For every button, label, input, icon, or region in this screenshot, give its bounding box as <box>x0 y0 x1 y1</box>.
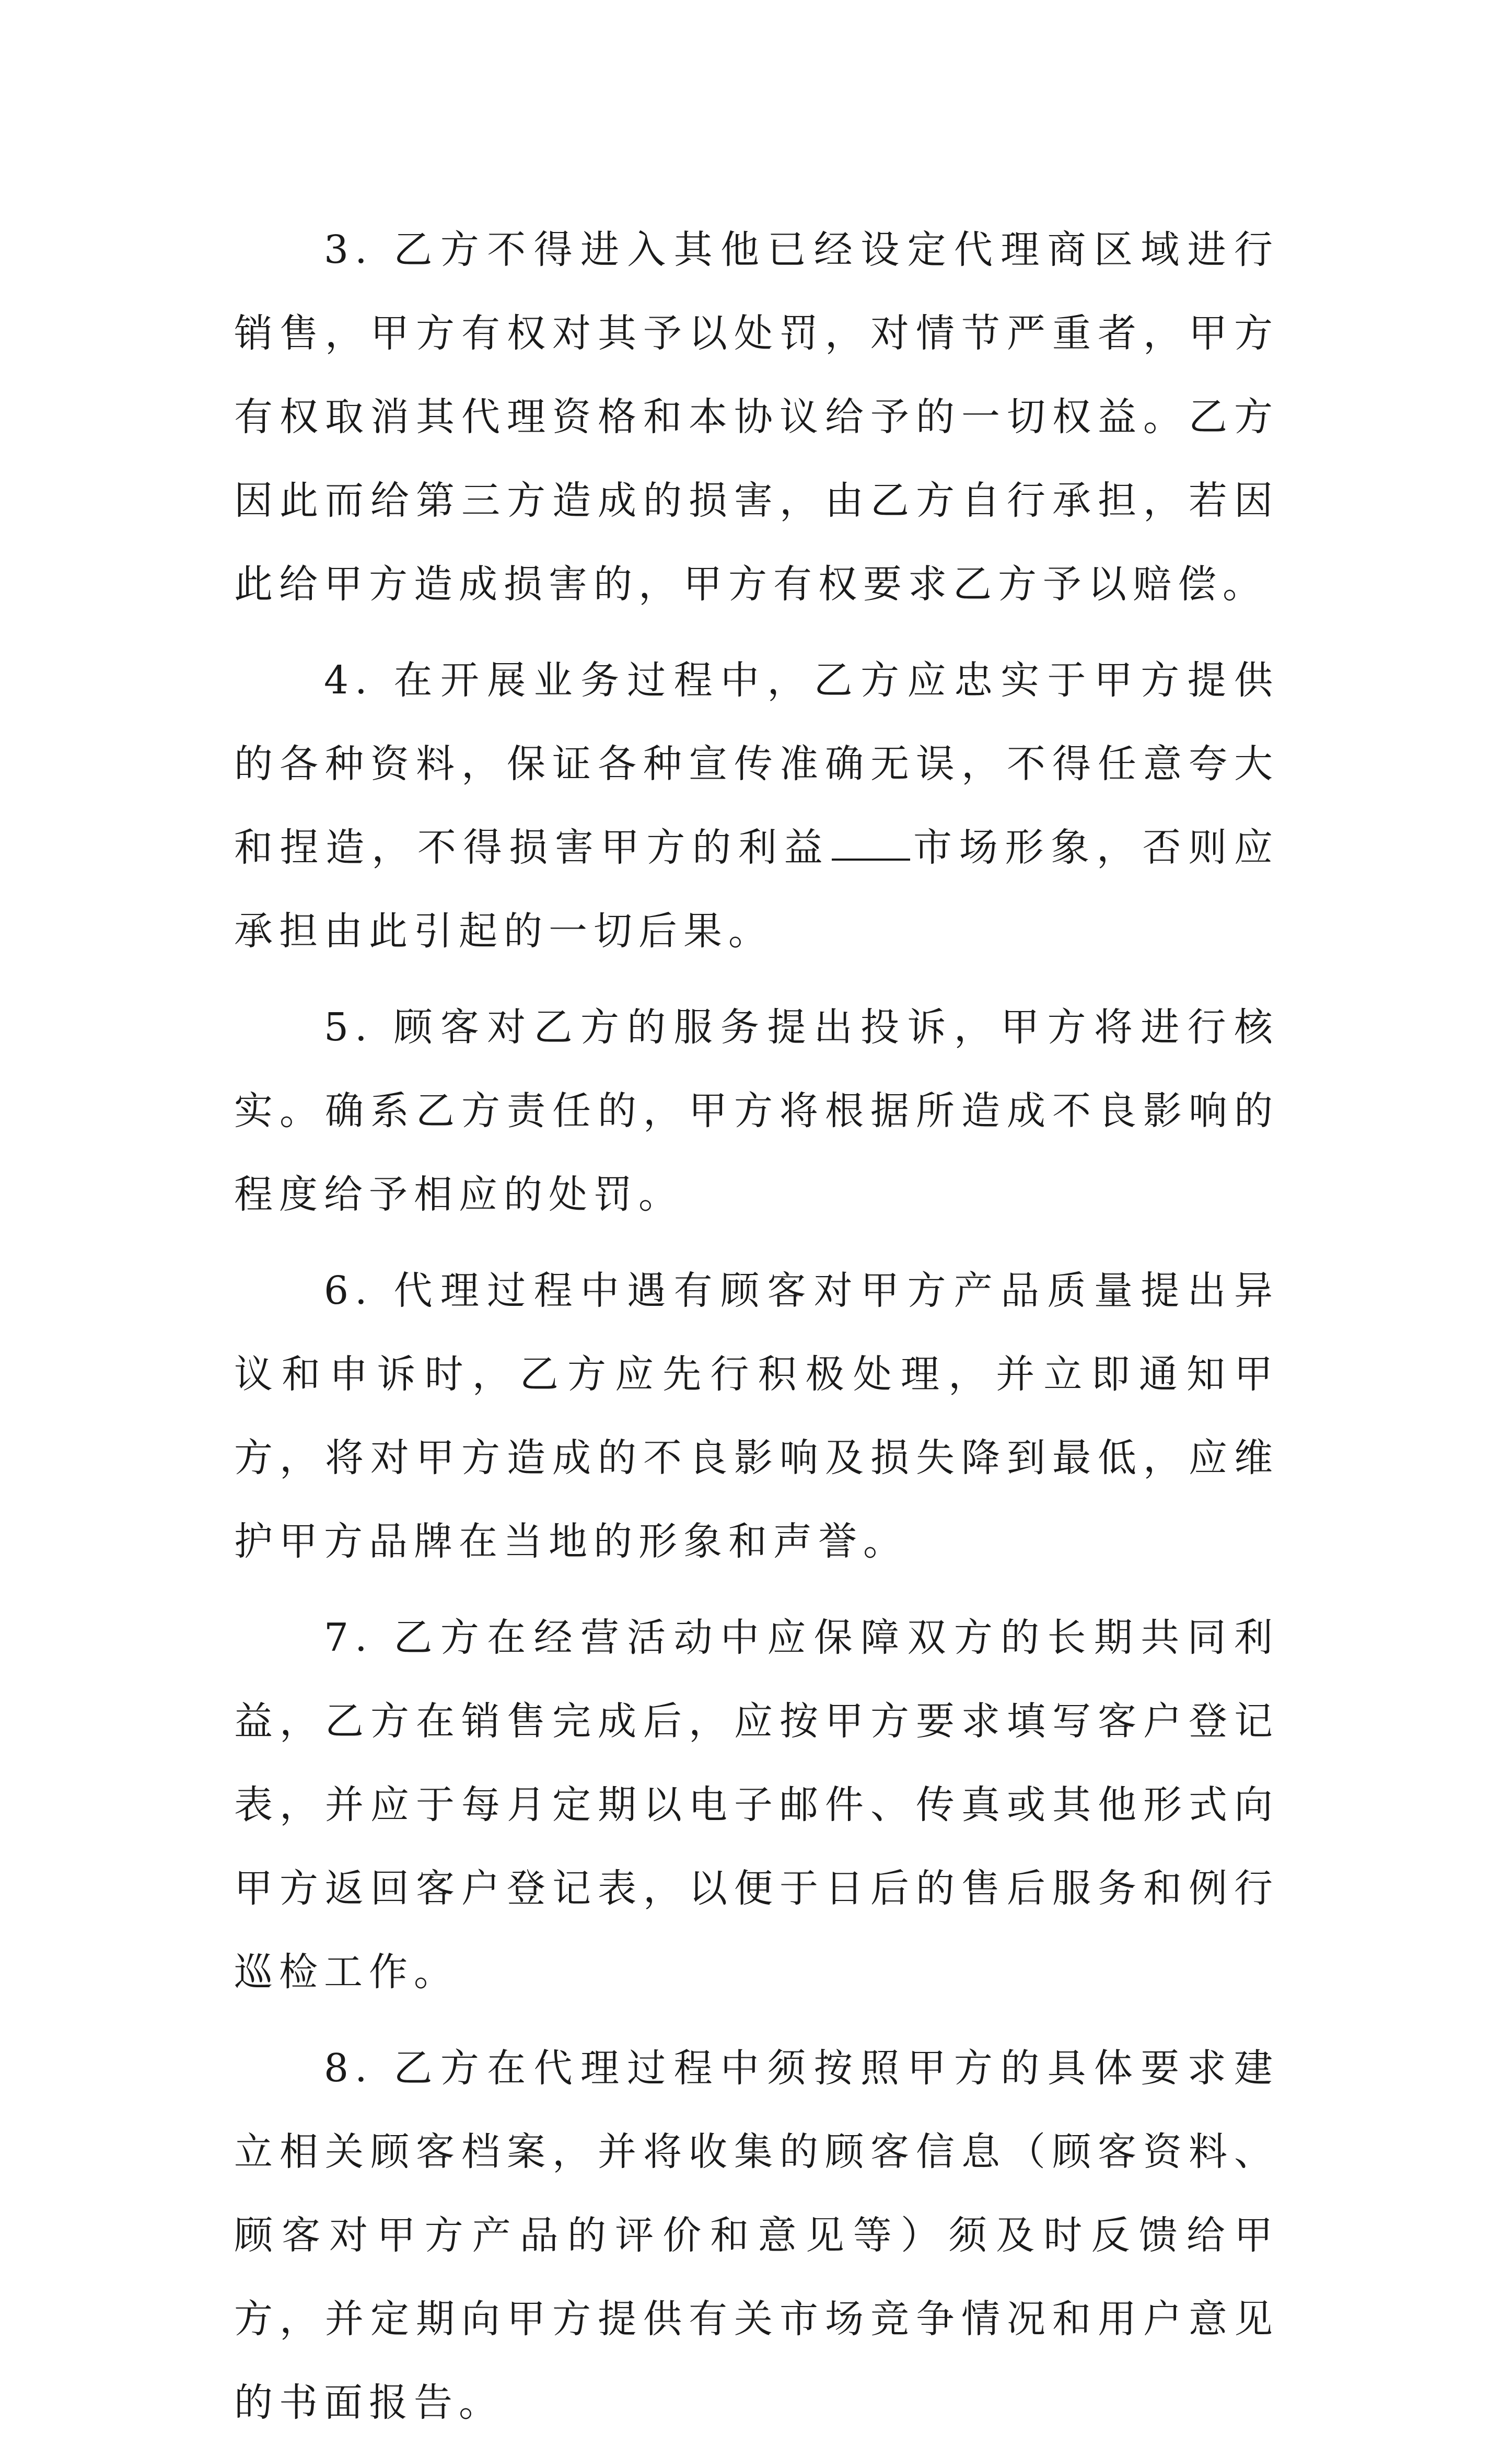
clause-8 <box>234 2026 1279 2444</box>
clause-number: 4. <box>324 658 374 703</box>
clause-number: 6. <box>324 1268 374 1313</box>
clause-3 <box>234 208 1279 626</box>
clause-4 <box>234 639 1279 973</box>
clause-text: 在开展业务过程中，乙方应忠实于甲方提供的各种资料，保证各种宣传准确无误，不得任意夸大和捏造，不得损害甲方的利益 <box>234 658 1279 870</box>
clause-7 <box>234 1596 1279 2014</box>
clause-text: 乙方在经营活动中应保障双方的长期共同利益，乙方在销售完成后，应按甲方要求填写客户登记表，并应于每月定期以电子邮件、传真或其他形式向甲方返回客户登记表，以便于日后的售后服务和例行巡检工作。 <box>234 1615 1279 1995</box>
clause-text: 顾客对乙方的服务提出投诉，甲方将进行核实。确系乙方责任的，甲方将根据所造成不良影响的程度给予相应的处罚。 <box>234 1005 1279 1217</box>
clause-text: 乙方在代理过程中须按照甲方的具体要求建立相关顾客档案，并将收集的顾客信息（顾客资料、顾客对甲方产品的评价和意见等）须及时反馈给甲方，并定期向甲方提供有关市场竞争情况和用户意见的书面报告。 <box>234 2046 1279 2425</box>
clause-5 <box>234 986 1279 1236</box>
clause-6 <box>234 1249 1279 1583</box>
clause-number: 8. <box>324 2046 374 2091</box>
clause-text: 代理过程中遇有顾客对甲方产品质量提出异议和申诉时，乙方应先行积极处理，并立即通知甲方，将对甲方造成的不良影响及损失降到最低，应维护甲方品牌在当地的形象和声誉。 <box>234 1268 1279 1564</box>
document-body <box>234 208 1279 2457</box>
fill-in-blank <box>832 827 910 861</box>
clause-text: 乙方不得进入其他已经设定代理商区域进行销售，甲方有权对其予以处罚，对情节严重者，甲方有权取消其代理资格和本协议给予的一切权益。乙方因此而给第三方造成的损害，由乙方自行承担，若因此给甲方造成损害的，甲方有权要求乙方予以赔偿。 <box>234 227 1279 607</box>
clause-text-continued: 市场形象，否则应承担由此引起的一切后果。 <box>234 825 1280 954</box>
clause-number: 7. <box>324 1615 374 1660</box>
clause-number: 3. <box>324 227 374 272</box>
clause-number: 5. <box>324 1005 374 1050</box>
